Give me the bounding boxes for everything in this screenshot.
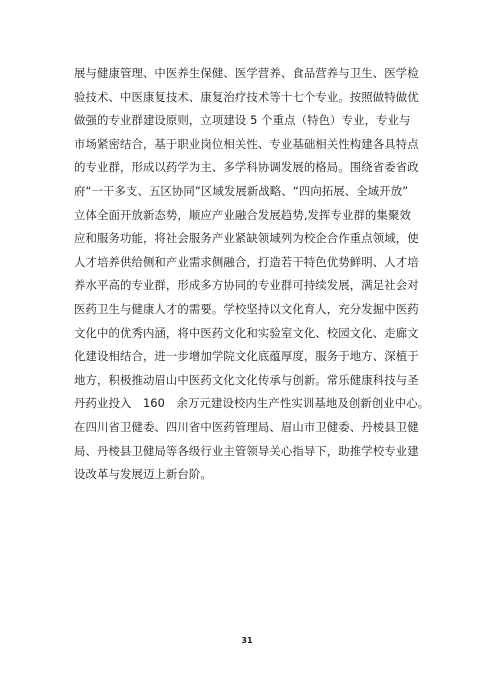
text-line: 市场紧密结合，基于职业岗位相关性、专业基础相关性构建各具特点 [74,136,419,151]
text-line: 医药卫生与健康人才的需要。学校坚持以文化育人，充分发掘中医药 [74,301,419,316]
text-line: 设改革与发展迈上新台阶。 [74,467,212,482]
text-line: 验技术、中医康复技术、康复治疗技术等十七个专业。按照做特做优 [74,89,419,104]
text-line: 应和服务功能，将社会服务产业紧缺领域列为校企合作重点领域，使 [74,231,419,246]
text-line: 化建设相结合，进一步增加学院文化底蕴厚度，服务于地方、深植于 [74,349,419,364]
text-line: 展与健康管理、中医养生保健、医学营养、食品营养与卫生、医学检 [74,66,419,80]
text-line: 地方，积极推动眉山中医药文化文化传承与创新。常乐健康科技与圣 [74,372,419,387]
text-line: 立体全面开放新态势，顺应产业融合发展趋势,发挥专业群的集聚效 [74,207,411,222]
text-line: 文化中的优秀内涵，将中医药文化和实验室文化、校园文化、走廊文 [74,325,419,340]
body-paragraph [74,62,430,487]
text-line: 的专业群，形成以药学为主、多学科协调发展的格局。围绕省委省政 [74,160,419,175]
text-line: 府“一干多支、五区协同”区域发展新战略、“四向拓展、全域开放” [74,183,409,198]
text-line: 丹药业投入 160 余万元建设校内生产性实训基地及创新创业中心。 [74,396,430,411]
page-number: 31 [241,636,253,645]
text-line: 人才培养供给侧和产业需求侧融合，打造若干特色优势鲜明、人才培 [74,254,419,269]
text-line: 在四川省卫健委、四川省中医药管理局、眉山市卫健委、丹棱县卫健 [74,419,419,434]
text-line: 做强的专业群建设原则，立项建设 5 个重点（特色）专业，专业与 [74,113,411,128]
text-line: 局、丹棱县卫健局等各级行业主管领导关心指导下，助推学校专业建 [74,443,419,458]
text-line: 养水平高的专业群，形成多方协同的专业群可持续发展，满足社会对 [74,278,419,293]
